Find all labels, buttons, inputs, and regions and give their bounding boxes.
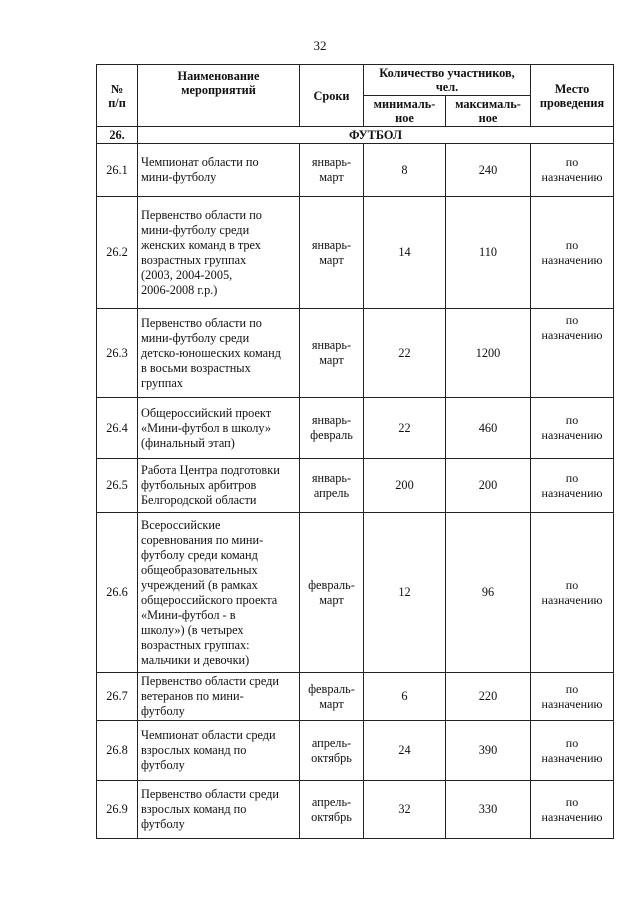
row-number: 26.4 [97, 398, 138, 459]
participants-max: 460 [446, 398, 531, 459]
participants-min: 8 [364, 144, 446, 197]
row-number: 26.2 [97, 197, 138, 309]
row-number: 26.7 [97, 673, 138, 721]
table-row [97, 398, 614, 459]
row-number: 26.1 [97, 144, 138, 197]
header-number: № п/п [97, 65, 138, 127]
participants-min: 200 [364, 459, 446, 513]
header-event-name: Наименование мероприятий [138, 65, 300, 127]
event-venue: по назначению [531, 197, 614, 309]
event-name: Первенство области среди взрослых команд по футболу [138, 781, 300, 839]
participants-max: 110 [446, 197, 531, 309]
row-number: 26.6 [97, 513, 138, 673]
participants-min: 22 [364, 309, 446, 398]
table-row [97, 197, 614, 309]
participants-min: 14 [364, 197, 446, 309]
participants-min: 6 [364, 673, 446, 721]
event-venue: по назначению [531, 144, 614, 197]
event-dates: апрель- октябрь [300, 721, 364, 781]
event-dates: январь- март [300, 309, 364, 398]
section-row [97, 127, 614, 144]
participants-min: 12 [364, 513, 446, 673]
participants-min: 24 [364, 721, 446, 781]
table-row [97, 309, 614, 398]
row-number: 26.3 [97, 309, 138, 398]
section-number: 26. [97, 127, 138, 144]
event-dates: январь- март [300, 197, 364, 309]
event-venue: по назначению [531, 459, 614, 513]
event-name: Чемпионат области по мини-футболу [138, 144, 300, 197]
event-venue: по назначению [531, 513, 614, 673]
participants-max: 220 [446, 673, 531, 721]
event-dates: февраль- март [300, 673, 364, 721]
row-number: 26.5 [97, 459, 138, 513]
header-maximum: максималь- ное [446, 96, 531, 127]
event-dates: апрель- октябрь [300, 781, 364, 839]
event-dates: февраль- март [300, 513, 364, 673]
events-table [96, 64, 614, 839]
participants-max: 96 [446, 513, 531, 673]
event-name: Первенство области по мини-футболу среди женских команд в трех возрастных группах (2003, 2004-2005, 2006-2008 г.р.) [138, 197, 300, 309]
event-name: Первенство области среди ветеранов по мини- футболу [138, 673, 300, 721]
event-venue: по назначению [531, 309, 614, 398]
event-name: Всероссийские соревнования по мини- футболу среди команд общеобразовательных учреждений (в рамках общероссийского проекта «Мини-футбол - в школу») (в четырех возрастных группах: мальчики и девочки) [138, 513, 300, 673]
event-name: Первенство области по мини-футболу среди детско-юношеских команд в восьми возрастных группах [138, 309, 300, 398]
row-number: 26.8 [97, 721, 138, 781]
event-name: Чемпионат области среди взрослых команд по футболу [138, 721, 300, 781]
event-venue: по назначению [531, 673, 614, 721]
participants-max: 1200 [446, 309, 531, 398]
page-number: 32 [313, 38, 327, 53]
participants-max: 200 [446, 459, 531, 513]
participants-max: 390 [446, 721, 531, 781]
event-venue: по назначению [531, 721, 614, 781]
event-venue: по назначению [531, 781, 614, 839]
participants-max: 330 [446, 781, 531, 839]
table-row [97, 721, 614, 781]
table-row [97, 673, 614, 721]
event-dates: январь- март [300, 144, 364, 197]
event-name: Общероссийский проект «Мини-футбол в школу» (финальный этап) [138, 398, 300, 459]
event-dates: январь- апрель [300, 459, 364, 513]
header-venue: Место проведения [531, 65, 614, 127]
participants-max: 240 [446, 144, 531, 197]
row-number: 26.9 [97, 781, 138, 839]
section-title: ФУТБОЛ [138, 127, 614, 144]
header-minimum: минималь- ное [364, 96, 446, 127]
table-row [97, 144, 614, 197]
event-name: Работа Центра подготовки футбольных арбитров Белгородской области [138, 459, 300, 513]
participants-min: 22 [364, 398, 446, 459]
header-dates: Сроки [300, 65, 364, 127]
header-participants-count: Количество участников, чел. [364, 65, 531, 96]
table-row [97, 513, 614, 673]
table-row [97, 459, 614, 513]
participants-min: 32 [364, 781, 446, 839]
event-venue: по назначению [531, 398, 614, 459]
table-row [97, 781, 614, 839]
event-dates: январь- февраль [300, 398, 364, 459]
